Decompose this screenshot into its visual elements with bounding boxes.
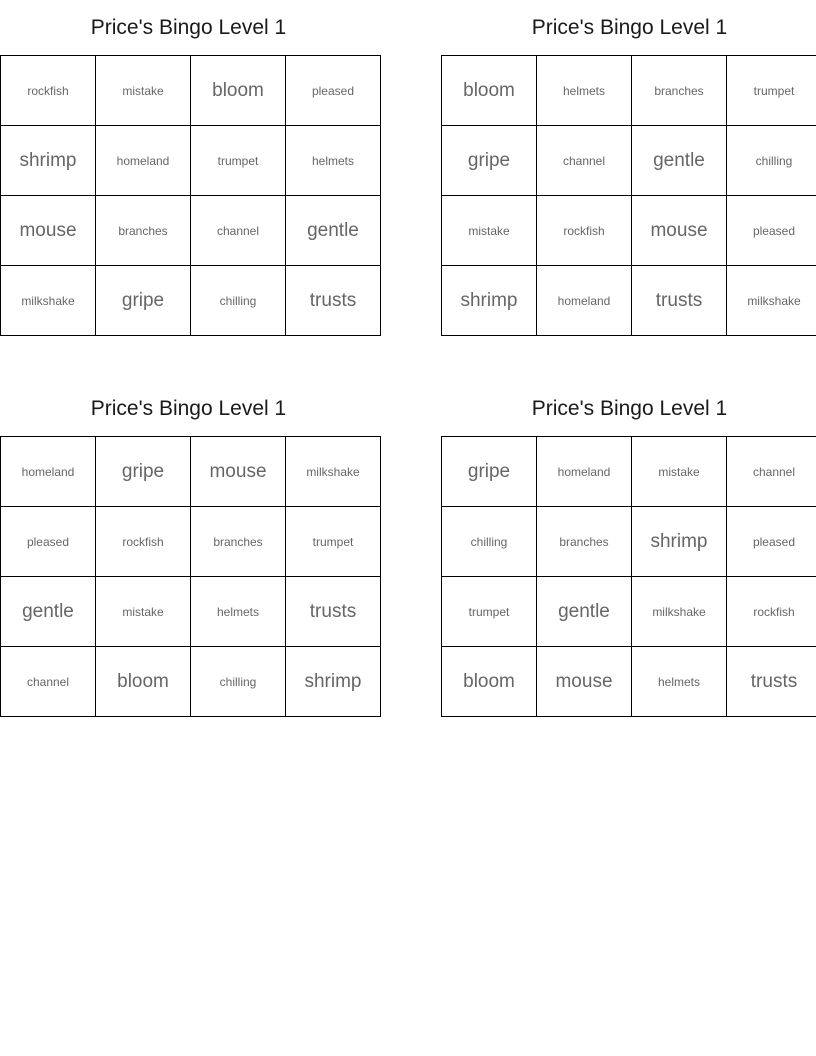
cell-word: channel <box>752 464 796 479</box>
cell-word: chilling <box>219 293 257 308</box>
bingo-cell <box>1 196 96 266</box>
cell-word: mistake <box>122 604 164 619</box>
bingo-cell <box>96 577 191 647</box>
cell-word: helmets <box>216 604 260 619</box>
bingo-cell <box>442 577 537 647</box>
bingo-cell <box>632 647 727 717</box>
cell-word: homeland <box>21 464 75 479</box>
bingo-row <box>1 266 381 336</box>
cell-word: milkshake <box>21 293 75 308</box>
bingo-cell <box>96 56 191 126</box>
bingo-cell <box>286 437 381 507</box>
bingo-cell <box>537 577 632 647</box>
bingo-card-title: Price's Bingo Level 1 <box>531 396 728 420</box>
cell-word: pleased <box>752 223 796 238</box>
bingo-row <box>1 437 381 507</box>
cell-word: shrimp <box>650 530 708 552</box>
cell-word: mouse <box>555 670 613 692</box>
bingo-cell <box>1 266 96 336</box>
cell-word: branches <box>213 534 263 549</box>
bingo-card-4 <box>441 381 816 717</box>
bingo-row <box>1 56 381 126</box>
cell-word: gripe <box>467 460 511 482</box>
bingo-cell <box>96 126 191 196</box>
cell-word: mouse <box>209 460 267 482</box>
bingo-cell <box>727 647 816 717</box>
bingo-cell <box>286 126 381 196</box>
bingo-cell <box>96 437 191 507</box>
bingo-cell <box>442 266 537 336</box>
bingo-card-1 <box>0 0 377 336</box>
cell-word: branches <box>118 223 168 238</box>
bingo-cell <box>191 126 286 196</box>
cell-word: trumpet <box>217 153 259 168</box>
cell-word: channel <box>26 674 70 689</box>
cell-word: gripe <box>121 460 165 482</box>
bingo-row <box>1 507 381 577</box>
bingo-grid <box>441 436 816 717</box>
cell-word: shrimp <box>460 289 518 311</box>
bingo-card-title: Price's Bingo Level 1 <box>531 15 728 39</box>
bingo-cell <box>632 56 727 126</box>
cell-word: bloom <box>117 670 169 692</box>
cell-word: trusts <box>309 289 357 311</box>
bingo-cell <box>632 126 727 196</box>
cell-word: rockfish <box>27 83 69 98</box>
cell-word: chilling <box>219 674 257 689</box>
bingo-row <box>442 577 816 647</box>
bingo-cell <box>286 196 381 266</box>
bingo-cell <box>1 577 96 647</box>
bingo-cell <box>442 196 537 266</box>
bingo-row <box>442 507 816 577</box>
cell-word: gentle <box>653 149 705 171</box>
bingo-grid <box>0 55 381 336</box>
cell-word: chilling <box>470 534 508 549</box>
cell-word: channel <box>216 223 260 238</box>
cell-word: bloom <box>463 670 515 692</box>
bingo-cell <box>442 56 537 126</box>
cell-word: trumpet <box>753 83 795 98</box>
cell-word: branches <box>654 83 704 98</box>
bingo-row <box>442 647 816 717</box>
bingo-cell <box>632 577 727 647</box>
cell-word: rockfish <box>753 604 795 619</box>
bingo-cell <box>537 647 632 717</box>
bingo-cell <box>96 507 191 577</box>
bingo-cell <box>96 647 191 717</box>
cell-word: mistake <box>122 83 164 98</box>
cell-word: gentle <box>307 219 359 241</box>
bingo-cell <box>1 56 96 126</box>
cell-word: milkshake <box>306 464 360 479</box>
bingo-grid <box>441 55 816 336</box>
bingo-grid <box>0 436 381 717</box>
bingo-row <box>1 647 381 717</box>
bingo-cell <box>191 196 286 266</box>
bingo-card-title: Price's Bingo Level 1 <box>90 15 287 39</box>
bingo-cell <box>96 196 191 266</box>
bingo-row <box>442 437 816 507</box>
bingo-cell <box>537 266 632 336</box>
cell-word: pleased <box>752 534 796 549</box>
cell-word: mistake <box>468 223 510 238</box>
bingo-cell <box>537 126 632 196</box>
bingo-cell <box>286 266 381 336</box>
bingo-cell <box>286 577 381 647</box>
bingo-cell <box>191 437 286 507</box>
cell-word: homeland <box>557 293 611 308</box>
bingo-cell <box>442 126 537 196</box>
bingo-cell <box>727 437 816 507</box>
bingo-row <box>442 126 816 196</box>
cell-word: shrimp <box>304 670 362 692</box>
cell-word: branches <box>559 534 609 549</box>
cell-word: bloom <box>212 79 264 101</box>
bingo-cell <box>1 507 96 577</box>
cell-word: bloom <box>463 79 515 101</box>
cell-word: mouse <box>19 219 77 241</box>
bingo-cell <box>442 647 537 717</box>
bingo-cell <box>537 196 632 266</box>
bingo-cell <box>1 647 96 717</box>
cell-word: homeland <box>116 153 170 168</box>
bingo-row <box>442 266 816 336</box>
cell-word: homeland <box>557 464 611 479</box>
bingo-card-title: Price's Bingo Level 1 <box>90 396 287 420</box>
bingo-cell <box>286 507 381 577</box>
cell-word: trusts <box>309 600 357 622</box>
cell-word: trumpet <box>312 534 354 549</box>
cell-word: pleased <box>311 83 355 98</box>
bingo-cell <box>632 437 727 507</box>
bingo-card-3 <box>0 381 377 717</box>
bingo-cell <box>632 266 727 336</box>
cell-word: rockfish <box>563 223 605 238</box>
bingo-row <box>1 196 381 266</box>
cell-word: gripe <box>467 149 511 171</box>
cell-word: gripe <box>121 289 165 311</box>
cell-word: mouse <box>650 219 708 241</box>
bingo-cell <box>727 56 816 126</box>
bingo-cell <box>727 266 816 336</box>
bingo-row <box>442 56 816 126</box>
cell-word: milkshake <box>747 293 801 308</box>
cell-word: shrimp <box>19 149 77 171</box>
cell-word: chilling <box>755 153 793 168</box>
bingo-cell <box>537 56 632 126</box>
bingo-cell <box>191 56 286 126</box>
bingo-cell <box>286 56 381 126</box>
cell-word: helmets <box>562 83 606 98</box>
cell-word: gentle <box>558 600 610 622</box>
bingo-cell <box>442 507 537 577</box>
cell-word: trusts <box>655 289 703 311</box>
cell-word: channel <box>562 153 606 168</box>
cell-word: pleased <box>26 534 70 549</box>
bingo-cell <box>727 507 816 577</box>
bingo-cell <box>442 437 537 507</box>
bingo-cell <box>1 437 96 507</box>
bingo-cell <box>191 266 286 336</box>
bingo-cell <box>632 507 727 577</box>
bingo-row <box>1 577 381 647</box>
bingo-cell <box>537 437 632 507</box>
bingo-cell <box>632 196 727 266</box>
cell-word: trumpet <box>468 604 510 619</box>
cell-word: trusts <box>750 670 798 692</box>
bingo-cell <box>1 126 96 196</box>
bingo-cell <box>191 507 286 577</box>
bingo-card-2 <box>441 0 816 336</box>
bingo-row <box>442 196 816 266</box>
cell-word: helmets <box>657 674 701 689</box>
cell-word: rockfish <box>122 534 164 549</box>
bingo-row <box>1 126 381 196</box>
bingo-cell <box>191 647 286 717</box>
bingo-cell <box>727 126 816 196</box>
bingo-cell <box>286 647 381 717</box>
bingo-cell <box>96 266 191 336</box>
bingo-cell <box>727 577 816 647</box>
bingo-cell <box>191 577 286 647</box>
cell-word: helmets <box>311 153 355 168</box>
cell-word: mistake <box>658 464 700 479</box>
bingo-cell <box>537 507 632 577</box>
cell-word: milkshake <box>652 604 706 619</box>
bingo-cell <box>727 196 816 266</box>
cell-word: gentle <box>22 600 74 622</box>
